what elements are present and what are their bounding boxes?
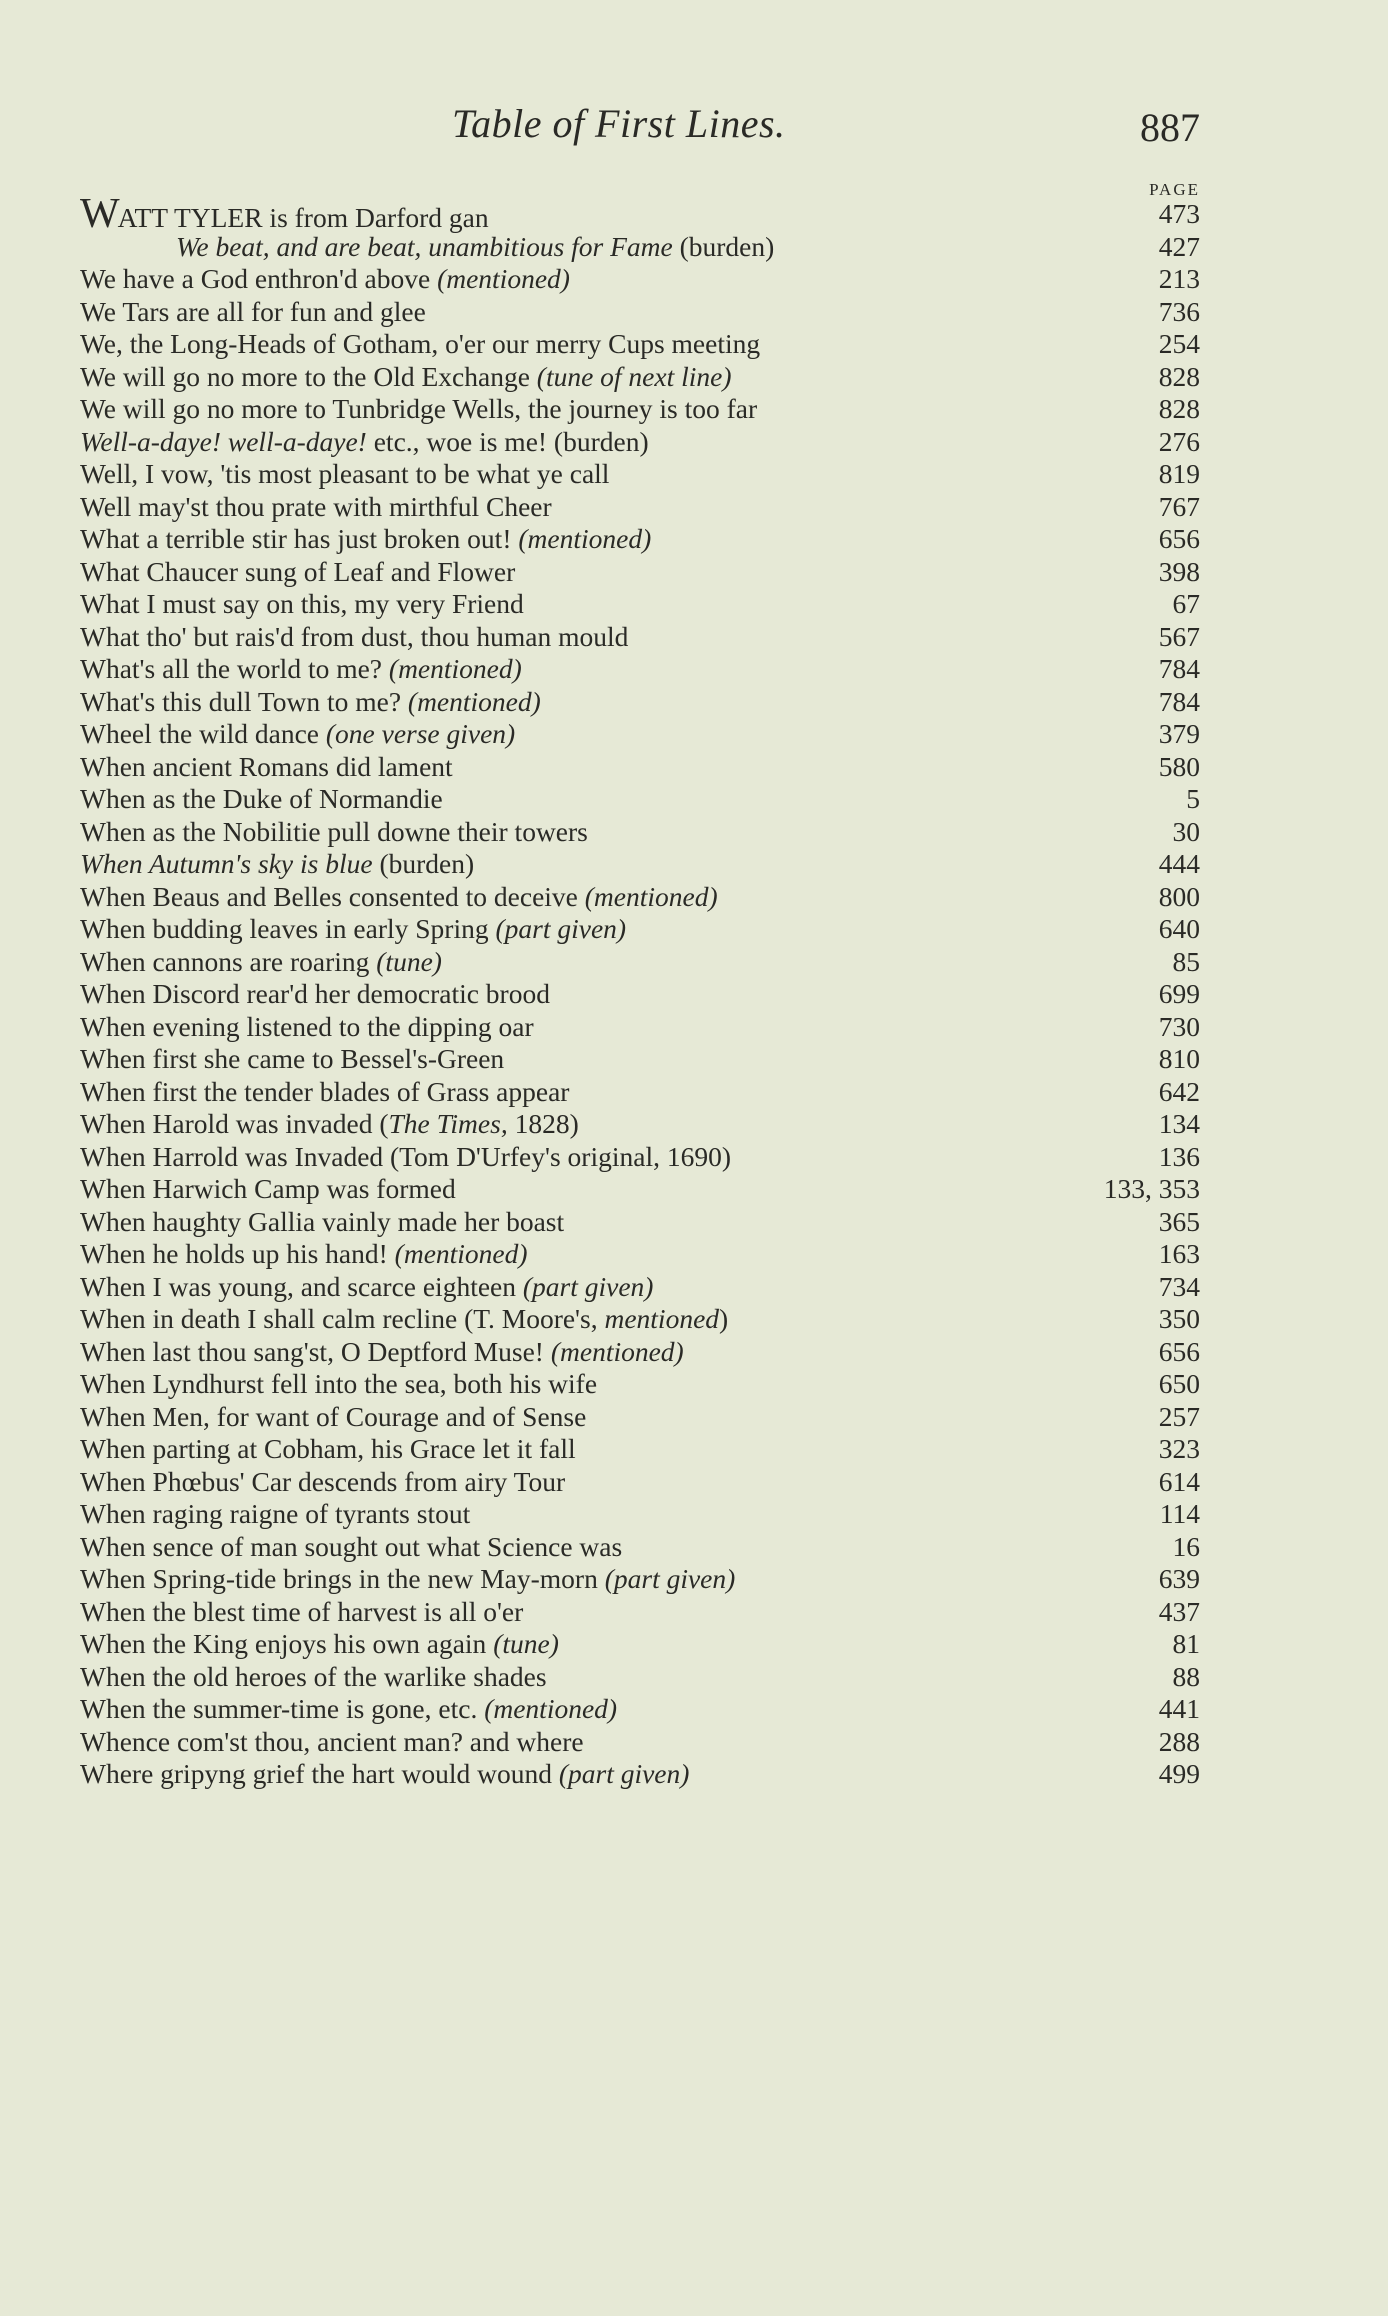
line-text: When Beaus and Belles consented to deceive [80,880,585,912]
italic-note: (part given) [558,1758,690,1789]
first-line-text [80,1238,528,1271]
line-text: When Lyndhurst fell into the sea, both his wife [80,1368,598,1399]
page-reference: 567 [1158,620,1200,652]
index-entry [80,718,1200,751]
first-line-text [80,1173,456,1206]
italic-note: (mentioned) [407,685,541,717]
page-reference: 640 [1158,913,1200,944]
page-reference: 614 [1158,1465,1200,1497]
page-reference: 767 [1158,490,1200,522]
line-text: When Harold was invaded ( [80,1108,389,1139]
first-line-text [80,1336,684,1369]
line-text: What's all the world to me? [80,653,389,684]
page-reference: 136 [1158,1140,1200,1172]
line-text: When the King enjoys his own again [80,1628,494,1659]
index-entry [80,588,1200,621]
line-text: Wheel the wild dance [80,718,326,749]
line-text: What tho' but rais'd from dust, thou human mould [80,620,629,652]
page-column-heading: PAGE [1149,180,1200,199]
first-line-text [80,1141,731,1174]
first-line-text [80,621,628,654]
page-reference: 254 [1158,328,1200,359]
line-text: We Tars are all for fun and glee [80,295,426,327]
page-reference: 350 [1158,1303,1200,1334]
line-text: TYLER is from Darford gan [173,202,489,233]
index-entry [80,1238,1200,1271]
first-line-text [80,1011,534,1044]
italic-note: (mentioned) [394,1238,528,1269]
index-entry [80,231,1200,264]
index-entry [80,1498,1200,1531]
page-reference: 810 [1158,1043,1200,1074]
index-entry [80,1693,1200,1726]
index-entry [80,978,1200,1011]
page-reference: 398 [1158,555,1200,587]
page-reference: 699 [1158,978,1200,1009]
page-reference: 730 [1158,1010,1200,1042]
page-number: 887 [1140,105,1200,150]
drop-initial: W [80,191,118,237]
index-entry [80,1141,1200,1174]
line-text: Where gripyng grief the hart would wound [80,1758,559,1789]
first-line-text [80,1206,564,1239]
line-text: When budding leaves in early Spring [80,913,496,944]
page-reference: 88 [1172,1660,1200,1692]
line-text: We will go no more to Tunbridge Wells, the journey is too far [80,393,758,424]
index-entry [80,491,1200,524]
first-line-text [80,946,442,979]
page-reference: 81 [1172,1628,1200,1659]
first-line-text [80,458,609,491]
index-entry [80,458,1200,491]
page-reference: 736 [1158,295,1200,327]
italic-note: (part given) [495,913,627,944]
line-text: When the blest time of harvest is all o'er [80,1595,524,1627]
italic-note: (one verse given) [325,718,516,749]
line-text: When haughty Gallia vainly made her boast [80,1205,565,1237]
first-line-text [80,1726,584,1759]
first-line-text [80,328,760,361]
first-line-text [80,913,626,946]
line-suffix: (burden) [672,230,775,262]
index-entry [80,621,1200,654]
line-text: When evening listened to the dipping oar [80,1010,534,1042]
index-entry [80,1661,1200,1694]
index-entry [80,426,1200,459]
first-line-text [80,718,515,751]
index-entry [80,1303,1200,1336]
first-line-text [80,1271,653,1304]
line-text: When as the Nobilitie pull downe their towers [80,815,588,847]
italic-note: We beat, and are beat, unambitious for Fame [176,230,673,262]
first-line-text [80,588,524,621]
running-title: Table of First Lines. [452,101,786,146]
first-line-text [80,1076,569,1109]
first-line-text [80,1108,579,1141]
line-text: When Discord rear'd her democratic brood [80,978,550,1009]
page-reference: 276 [1158,425,1200,457]
index-entry [80,686,1200,719]
index-entry [80,1433,1200,1466]
line-text: We have a God enthron'd above [80,263,438,294]
page-reference: 134 [1158,1108,1200,1139]
index-entry [80,1401,1200,1434]
italic-note: (mentioned) [484,1693,618,1724]
page-reference: 642 [1158,1075,1200,1107]
first-line-text [80,751,453,784]
page-reference: 800 [1158,880,1200,912]
first-line-text [80,816,588,849]
page-reference: 444 [1158,848,1200,879]
page-reference: 379 [1158,718,1200,749]
page-reference: 499 [1158,1758,1200,1789]
page-reference: 365 [1158,1205,1200,1237]
line-text: When last thou sang'st, O Deptford Muse! [80,1335,551,1367]
first-line-text [80,1693,617,1726]
page-reference: 441 [1158,1693,1200,1724]
index-entry [80,881,1200,914]
line-suffix: (burden) [372,848,475,879]
first-line-text [80,1303,728,1336]
index-entry [80,946,1200,979]
line-text: What's this dull Town to me? [80,685,408,717]
line-text: When Harrold was Invaded (Tom D'Urfey's original, 1690) [80,1140,731,1172]
index-entry [80,1596,1200,1629]
line-text: When sence of man sought out what Science was [80,1530,623,1562]
index-entry [80,523,1200,556]
first-line-text [80,361,732,394]
index-entry [80,913,1200,946]
page-reference: 656 [1158,1335,1200,1367]
first-line-text [176,231,774,264]
page-reference: 213 [1158,263,1200,294]
first-line-text [80,1596,523,1629]
index-entry [80,328,1200,361]
page-header [0,100,1388,160]
line-suffix: 1828) [507,1108,579,1139]
index-entry [80,263,1200,296]
index-entry [80,1011,1200,1044]
first-line-text [80,1498,470,1531]
line-text: Well may'st thou prate with mirthful Cheer [80,490,552,522]
index-entry [80,1726,1200,1759]
first-line-text [80,556,515,589]
italic-note: (part given) [522,1270,654,1302]
first-line-text [80,881,718,914]
line-text: When the summer-time is gone, etc. [80,1693,485,1724]
first-line-text [80,296,426,329]
line-text: When Men, for want of Courage and of Sense [80,1400,587,1432]
index-entry [80,1043,1200,1076]
line-text: We, the Long-Heads of Gotham, o'er our merry Cups meeting [80,328,761,359]
line-text: When I was young, and scarce eighteen [80,1270,523,1302]
line-text: When Harwich Camp was formed [80,1173,456,1204]
page-reference: 828 [1158,393,1200,424]
page-reference: 16 [1172,1530,1200,1562]
first-line-text [80,1401,586,1434]
index-entry [80,556,1200,589]
page-reference: 114 [1159,1498,1200,1529]
italic-note: (mentioned) [437,263,570,294]
italic-note: (part given) [604,1563,736,1594]
italic-note: (tune) [493,1628,559,1659]
first-line-text [80,1043,504,1076]
index-entry [80,1466,1200,1499]
line-text: What a terrible stir has just broken out! [80,523,519,554]
line-text: When in death I shall calm recline (T. Moore's, [80,1303,605,1334]
index-entry [80,783,1200,816]
index-entry [80,393,1200,426]
page-reference: 67 [1172,588,1200,619]
page-reference: 5 [1186,783,1200,814]
first-line-text [80,491,552,524]
page-reference: 437 [1158,1595,1200,1627]
line-text: What I must say on this, my very Friend [80,588,524,619]
page-reference: 819 [1158,458,1200,489]
first-line-text [80,1531,622,1564]
first-line-text [80,1628,559,1661]
index-entry [80,191,1200,237]
line-text: When Spring-tide brings in the new May-morn [80,1563,605,1594]
first-line-text [80,263,570,296]
index-entry [80,361,1200,394]
page-reference: 85 [1172,945,1200,977]
italic-note: (mentioned) [518,523,652,554]
page-reference: 288 [1158,1725,1200,1757]
italic-note: (mentioned) [550,1335,684,1367]
line-text: Well, I vow, 'tis most pleasant to be what ye call [80,458,610,489]
index-entry [80,1628,1200,1661]
first-line-text [80,191,489,237]
line-text: When he holds up his hand! [80,1238,395,1269]
index-entry [80,848,1200,881]
page-reference: 784 [1158,685,1200,717]
line-text: When as the Duke of Normandie [80,783,443,814]
index-entry [80,751,1200,784]
line-text: When parting at Cobham, his Grace let it fall [80,1433,576,1464]
line-suffix: etc., woe is me! (burden) [366,425,649,457]
page-reference: 656 [1158,523,1200,554]
index-entry [80,1206,1200,1239]
page-reference: 427 [1158,230,1200,262]
index-entry [80,1531,1200,1564]
index-entry [80,653,1200,686]
index-entry [80,1076,1200,1109]
first-line-text [80,653,522,686]
index-entry [80,1173,1200,1206]
page-reference: 639 [1158,1563,1200,1594]
first-lines-list [80,191,1200,1791]
index-entry [80,1336,1200,1369]
page-reference: 828 [1158,360,1200,392]
line-suffix: ) [719,1303,729,1334]
index-entry [80,1758,1200,1791]
line-text: We will go no more to the Old Exchange [80,360,537,392]
first-line-text [80,393,757,426]
first-line-text [80,1661,547,1694]
page-reference: 30 [1172,815,1200,847]
italic-note: mentioned [604,1303,720,1334]
index-entry [80,1368,1200,1401]
page-reference: 163 [1158,1238,1200,1269]
line-text: When raging raigne of tyrants stout [80,1498,471,1529]
italic-note: The Times, [388,1108,508,1139]
first-line-text [80,978,550,1011]
index-entry [80,816,1200,849]
first-line-text [80,686,541,719]
italic-note: Well-a-daye! well-a-daye! [80,425,367,457]
index-entry [80,1271,1200,1304]
page-reference: 473 [1158,198,1200,229]
index-entry [80,296,1200,329]
line-text: When Phœbus' Car descends from airy Tour [80,1465,566,1497]
line-text: When first the tender blades of Grass appear [80,1075,570,1107]
page-reference: 650 [1158,1368,1200,1399]
first-word-rest: ATT [117,202,174,233]
first-line-text [80,1466,565,1499]
first-line-text [80,1368,597,1401]
italic-note: (tune) [376,945,442,977]
italic-note: When Autumn's sky is blue [80,848,373,879]
italic-note: (mentioned) [584,880,718,912]
line-text: When cannons are roaring [80,945,377,977]
line-text: Whence com'st thou, ancient man? and where [80,1725,584,1757]
first-line-text [80,783,443,816]
page-reference: 257 [1158,1400,1200,1432]
line-text: What Chaucer sung of Leaf and Flower [80,555,516,587]
first-line-text [80,426,649,459]
line-text: When first she came to Bessel's-Green [80,1043,505,1074]
first-line-text [80,1563,735,1596]
index-entry [80,1563,1200,1596]
italic-note: (mentioned) [388,653,522,684]
line-text: When the old heroes of the warlike shades [80,1660,547,1692]
italic-note: (tune of next line) [536,360,732,392]
index-entry [80,1108,1200,1141]
page-reference: 133, 353 [1103,1173,1200,1204]
page-reference: 734 [1158,1270,1200,1302]
first-line-text [80,1433,576,1466]
first-line-text [80,1758,689,1791]
page-reference: 784 [1158,653,1200,684]
page-reference: 323 [1158,1433,1200,1464]
line-text: When ancient Romans did lament [80,750,453,782]
page-reference: 580 [1158,750,1200,782]
first-line-text [80,523,651,556]
first-line-text [80,848,474,881]
